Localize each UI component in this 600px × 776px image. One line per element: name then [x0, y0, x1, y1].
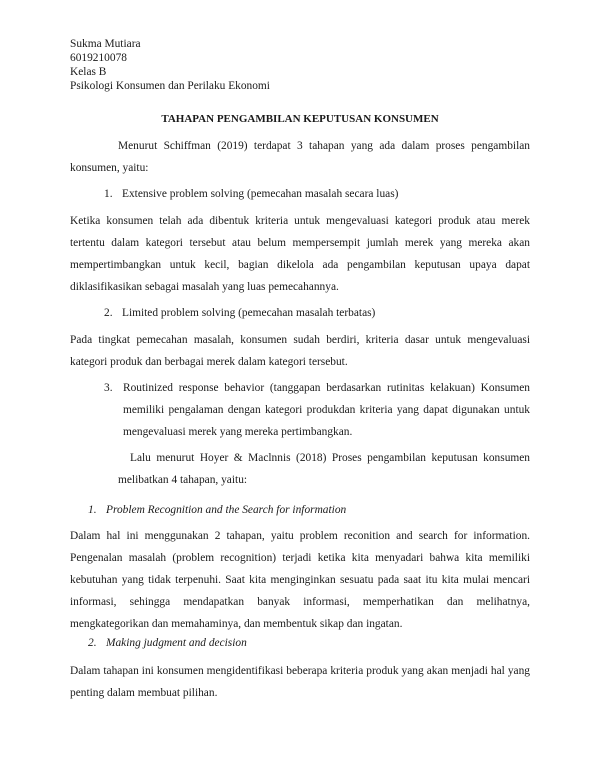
list-label: Making judgment and decision [106, 637, 247, 649]
list-number: 1. [88, 504, 97, 516]
document-title: TAHAPAN PENGAMBILAN KEPUTUSAN KONSUMEN [161, 113, 439, 125]
list-item [88, 636, 247, 650]
list-label: Problem Recognition and the Search for information [106, 504, 347, 516]
list-label: Routinized response behavior (tanggapan berdasarkan rutinitas kelakuan) Konsumen memiliki pengalaman dengan kategori produkdan kriteria yang dapat digunakan untuk mengevaluasi merek yang mereka pertimbangkan. [123, 382, 530, 438]
body-paragraph: Pada tingkat pemecahan masalah, konsumen sudah berdiri, kriteria dasar untuk mengevaluasi kategori produk dan berbagai merek dalam kategori tersebut. [70, 334, 530, 368]
list-number: 2. [88, 637, 97, 649]
list-item [104, 377, 530, 443]
author-name: Sukma Mutiara [70, 38, 141, 50]
hoyer-intro-paragraph: Lalu menurut Hoyer & Maclnnis (2018) Proses pengambilan keputusan konsumen melibatkan 4 tahapan, yaitu: [118, 452, 530, 486]
list-item [104, 187, 398, 201]
list-label: Extensive problem solving (pemecahan masalah secara luas) [122, 188, 399, 200]
list-number: 1. [104, 188, 113, 200]
list-number: 3. [104, 382, 113, 394]
student-id: 6019210078 [70, 52, 127, 64]
class-name: Kelas B [70, 66, 107, 78]
list-item [88, 503, 346, 517]
intro-paragraph: Menurut Schiffman (2019) terdapat 3 tahapan yang ada dalam proses pengambilan konsumen, yaitu: [70, 140, 530, 174]
body-paragraph: Dalam hal ini menggunakan 2 tahapan, yaitu problem reconition and search for information. Pengenalan masalah (problem recognition) terjadi ketika kita menyadari bahwa kita memiliki kebutuhan yang tidak terpenuhi. Saat kita menginginkan sesuatu pada saat itu kita mulai mencari informasi, sehingga mendapatkan banyak informasi, memperhatikan dan melihatnya, mengkategorikan dan memahaminya, dan membentuk sikap dan ingatan. [70, 530, 530, 630]
author-header [70, 37, 270, 93]
body-paragraph: Ketika konsumen telah ada dibentuk kriteria untuk mengevaluasi kategori produk atau merek tertentu dalam kategori tersebut atau belum mempersempit jumlah merek yang mereka akan mempertimbangkan untuk kecil, bagian dikelola ada pengambilan keputusan upaya dapat diklasifikasikan sebagai masalah yang luas pemecahannya. [70, 215, 530, 293]
list-item [104, 306, 375, 320]
course-name: Psikologi Konsumen dan Perilaku Ekonomi [70, 80, 270, 92]
list-number: 2. [104, 307, 113, 319]
list-label: Limited problem solving (pemecahan masalah terbatas) [122, 307, 376, 319]
body-paragraph: Dalam tahapan ini konsumen mengidentifikasi beberapa kriteria produk yang akan menjadi hal yang penting dalam membuat pilihan. [70, 665, 530, 699]
